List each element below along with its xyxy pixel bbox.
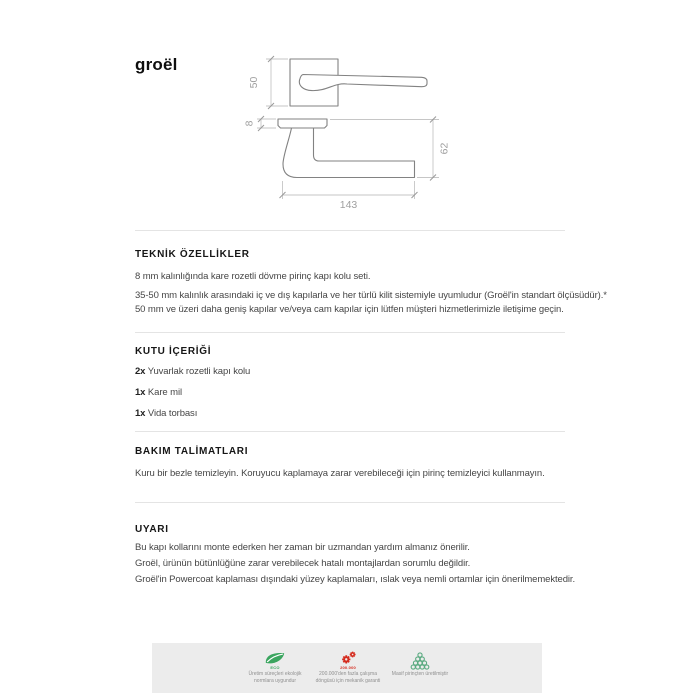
- badge-brass: [365, 650, 475, 678]
- badge-durability-caption-1: 200.000'den fazla çalışma: [319, 671, 377, 677]
- box-item-qty: 1x: [135, 387, 146, 398]
- section-title-box-contents: KUTU İÇERİĞİ: [135, 346, 212, 357]
- brand-logo: groël: [135, 55, 178, 74]
- dimension-143: [280, 181, 418, 211]
- brass-pyramid-icon: [365, 650, 475, 671]
- warning-line-1: Bu kapı kollarını monte ederken her zaman bir uzmandan yardım almanız önerilir.: [135, 542, 470, 553]
- section-divider-1: [135, 230, 565, 231]
- badge-eco-caption-2: normlara uygundur: [254, 677, 296, 684]
- warning-line-3: Groël'in Powercoat kaplaması dışındaki yüzey kaplamaları, ıslak veya nemli ortamlar için önerilmemektedir.: [135, 574, 576, 585]
- dimension-8: [244, 116, 277, 131]
- box-item: [135, 408, 197, 419]
- lever-side-view: [283, 128, 415, 178]
- section-divider-4: [135, 502, 565, 503]
- section-title-care: BAKIM TALİMATLARI: [135, 446, 249, 457]
- section-title-warning: UYARI: [135, 524, 169, 535]
- section-title-technical: TEKNİK ÖZELLİKLER: [135, 249, 250, 260]
- box-item-qty: 1x: [135, 408, 146, 419]
- box-item: [135, 387, 182, 398]
- dim-label-143: 143: [339, 199, 358, 211]
- rosette-side-view: [278, 119, 327, 128]
- dim-label-8: 8: [243, 120, 256, 127]
- section-divider-3: [135, 431, 565, 432]
- dimension-50: [248, 56, 288, 109]
- technical-paragraph-2-line-2: 50 mm ve üzeri daha geniş kapılar ve/veya cam kapılar için lütfen müşteri hizmetlerimizle iletişime geçin.: [135, 304, 564, 315]
- badge-eco-caption-1: Üretim süreçleri ekolojik: [248, 671, 302, 677]
- technical-paragraph-1: 8 mm kalınlığında kare rozetli dövme pirinç kapı kolu seti.: [135, 271, 371, 282]
- dim-label-50: 50: [248, 76, 260, 89]
- badge-brass-caption: Masif pirinçten üretilmiştir: [391, 671, 449, 677]
- lever-top-view: [299, 75, 427, 91]
- warning-line-2: Groël, ürünün bütünlüğüne zarar verebilecek hatalı montajlardan sorumlu değildir.: [135, 558, 471, 569]
- technical-paragraph-2-line-1: 35-50 mm kalınlık arasındaki iç ve dış kapılarla ve her türlü kilit sistemiyle uyumludur (Groël'in standart ölçüsüdür).*: [135, 290, 607, 301]
- badge-durability-label: 200.000: [340, 665, 356, 670]
- box-item-qty: 2x: [135, 366, 146, 377]
- technical-drawing: [235, 45, 455, 215]
- badge-eco-label: ECO: [270, 665, 280, 670]
- box-item-label: Kare mil: [147, 387, 182, 398]
- badge-durability-caption-2: döngüsü için mekanik garanti: [315, 677, 381, 684]
- box-item: [135, 366, 250, 377]
- box-item-label: Vida torbası: [147, 408, 198, 419]
- dim-label-62: 62: [438, 142, 451, 155]
- section-divider-2: [135, 332, 565, 333]
- box-item-label: Yuvarlak rozetli kapı kolu: [147, 366, 251, 377]
- care-text: Kuru bir bezle temizleyin. Koruyucu kaplamaya zarar verebileceği için pirinç temizleyici kullanmayın.: [135, 468, 545, 479]
